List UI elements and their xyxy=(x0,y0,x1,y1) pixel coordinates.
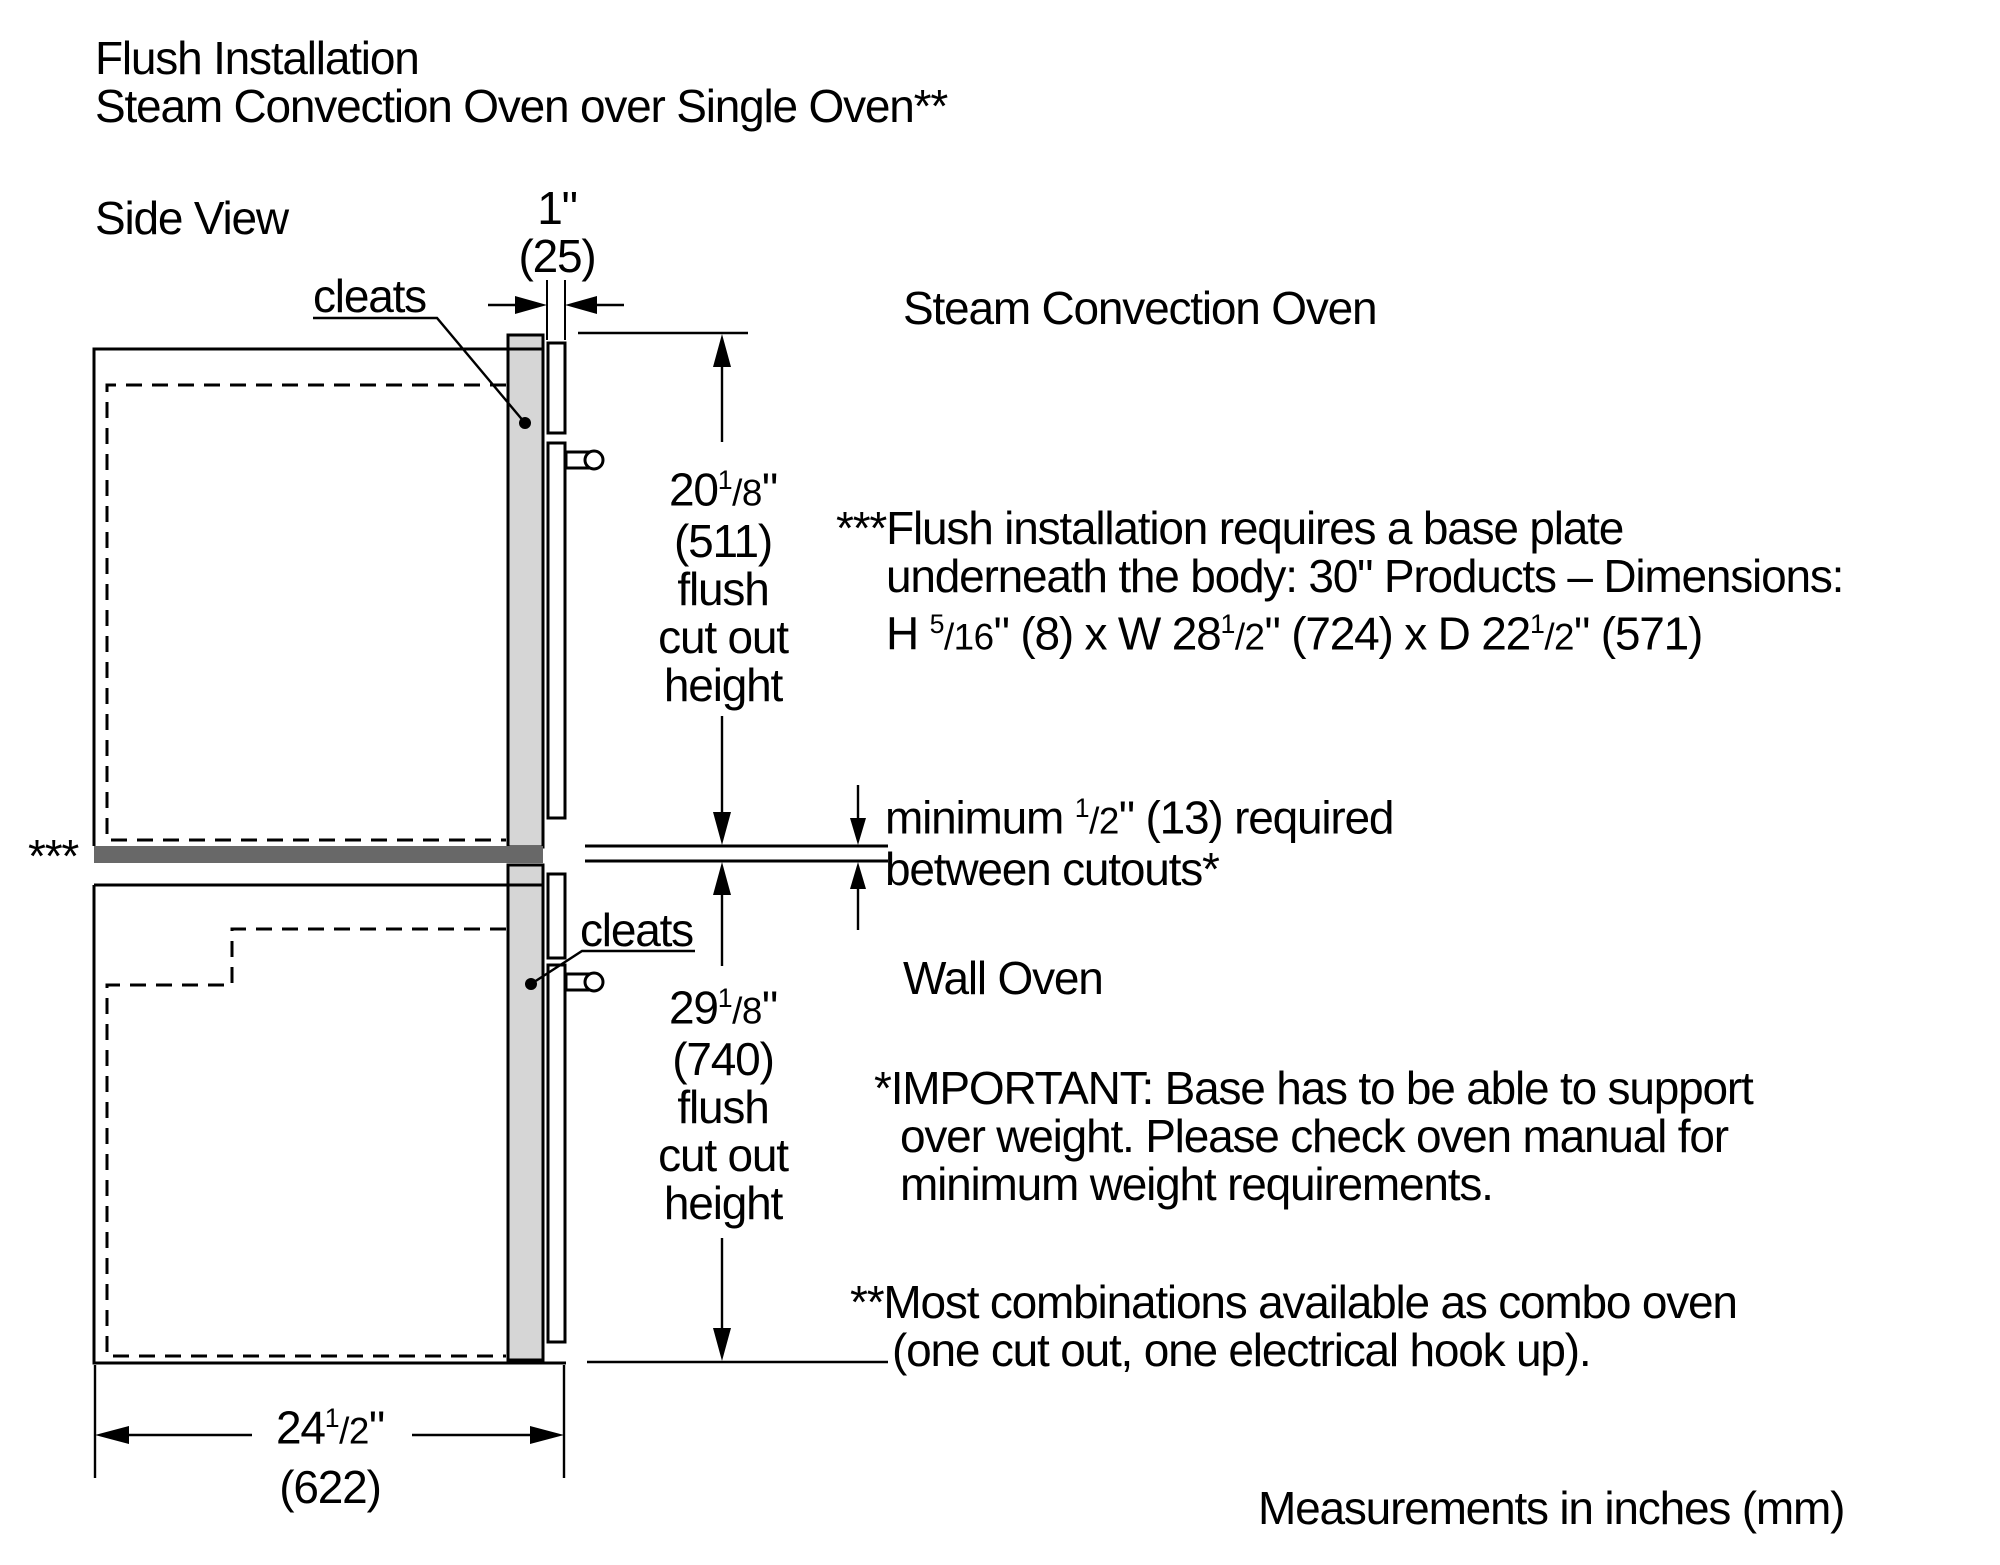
lower-cutout-value xyxy=(618,974,828,1230)
lower-cutout-desc1: flush xyxy=(677,1081,769,1134)
upper-cutout-desc2: cut out xyxy=(658,611,788,664)
lower-oven-door xyxy=(548,874,565,1342)
lower-cutout-mm: (740) xyxy=(672,1033,774,1086)
lower-oven-panel xyxy=(508,865,543,1360)
door-thickness-inches: 1" xyxy=(537,182,577,234)
upper-oven-door xyxy=(548,343,565,818)
upper-oven-panel xyxy=(508,335,543,847)
base-plate-note-marker: *** xyxy=(836,502,887,554)
combo-note-marker: ** xyxy=(850,1276,884,1328)
lower-cutout-desc2: cut out xyxy=(658,1129,788,1182)
divider-note-marker: *** xyxy=(28,830,79,882)
important-note-line3: minimum weight requirements. xyxy=(900,1158,1493,1210)
cabinet-depth-inches: $24^1/2$" xyxy=(276,1401,384,1454)
cleats-bottom-label: cleats xyxy=(580,904,693,956)
door-thickness-mm: (25) xyxy=(518,230,596,282)
upper-cutout-desc1: flush xyxy=(677,563,769,616)
base-plate-divider xyxy=(94,846,543,863)
combo-note-line1: **Most combinations available as combo oven xyxy=(850,1276,1737,1328)
base-plate-note xyxy=(836,504,1843,661)
important-note xyxy=(874,1064,1753,1208)
door-thickness-dimension xyxy=(488,280,624,340)
base-plate-note-line3: H $^5$/16" (8) x W $28^1/2$" (724) x D $22^1/2$" (571) xyxy=(886,607,1703,660)
combo-note-line2: (one cut out, one electrical hook up). xyxy=(892,1324,1591,1376)
cleats-top-label: cleats xyxy=(313,270,426,322)
important-note-marker: * xyxy=(874,1062,891,1114)
upper-cutout-inches: $20^1/8$" xyxy=(669,463,777,516)
lower-cutout-desc3: height xyxy=(663,1177,783,1230)
wall-oven-label: Wall Oven xyxy=(903,952,1103,1004)
important-note-line2: over weight. Please check oven manual for xyxy=(900,1110,1728,1162)
page-title-line2: Steam Convection Oven over Single Oven** xyxy=(95,80,948,132)
base-plate-note-line2: underneath the body: 30" Products – Dimensions: xyxy=(886,550,1844,602)
base-plate-note-line1: ***Flush installation requires a base plate xyxy=(836,502,1624,554)
min-gap-line2: between cutouts* xyxy=(885,843,1219,896)
upper-oven-handle xyxy=(566,451,603,469)
upper-cutout-value xyxy=(618,456,828,712)
combo-note xyxy=(850,1278,1737,1374)
upper-oven-outline xyxy=(94,349,543,846)
min-gap-line1: minimum $^1$/2" (13) required xyxy=(885,791,1394,844)
min-gap-note xyxy=(885,784,1394,896)
door-thickness-value xyxy=(492,184,622,280)
cabinet-depth-value xyxy=(235,1390,425,1516)
steam-oven-label: Steam Convection Oven xyxy=(903,282,1377,334)
page-title xyxy=(95,34,947,130)
lower-oven-outline xyxy=(94,885,566,1363)
cutout-gap-lines xyxy=(585,846,888,861)
min-gap-arrows xyxy=(850,785,866,930)
upper-cutout-desc3: height xyxy=(663,659,783,712)
cleats-top-leader xyxy=(313,318,531,429)
page-title-line1: Flush Installation xyxy=(95,32,419,84)
cabinet-depth-mm: (622) xyxy=(279,1461,381,1514)
view-label: Side View xyxy=(95,192,288,244)
lower-oven-handle xyxy=(566,973,603,991)
upper-cutout-mm: (511) xyxy=(674,515,772,568)
important-note-line1: *IMPORTANT: Base has to be able to support xyxy=(874,1062,1753,1114)
units-footer: Measurements in inches (mm) xyxy=(1258,1482,1845,1534)
lower-cutout-inches: $29^1/8$" xyxy=(669,981,777,1034)
